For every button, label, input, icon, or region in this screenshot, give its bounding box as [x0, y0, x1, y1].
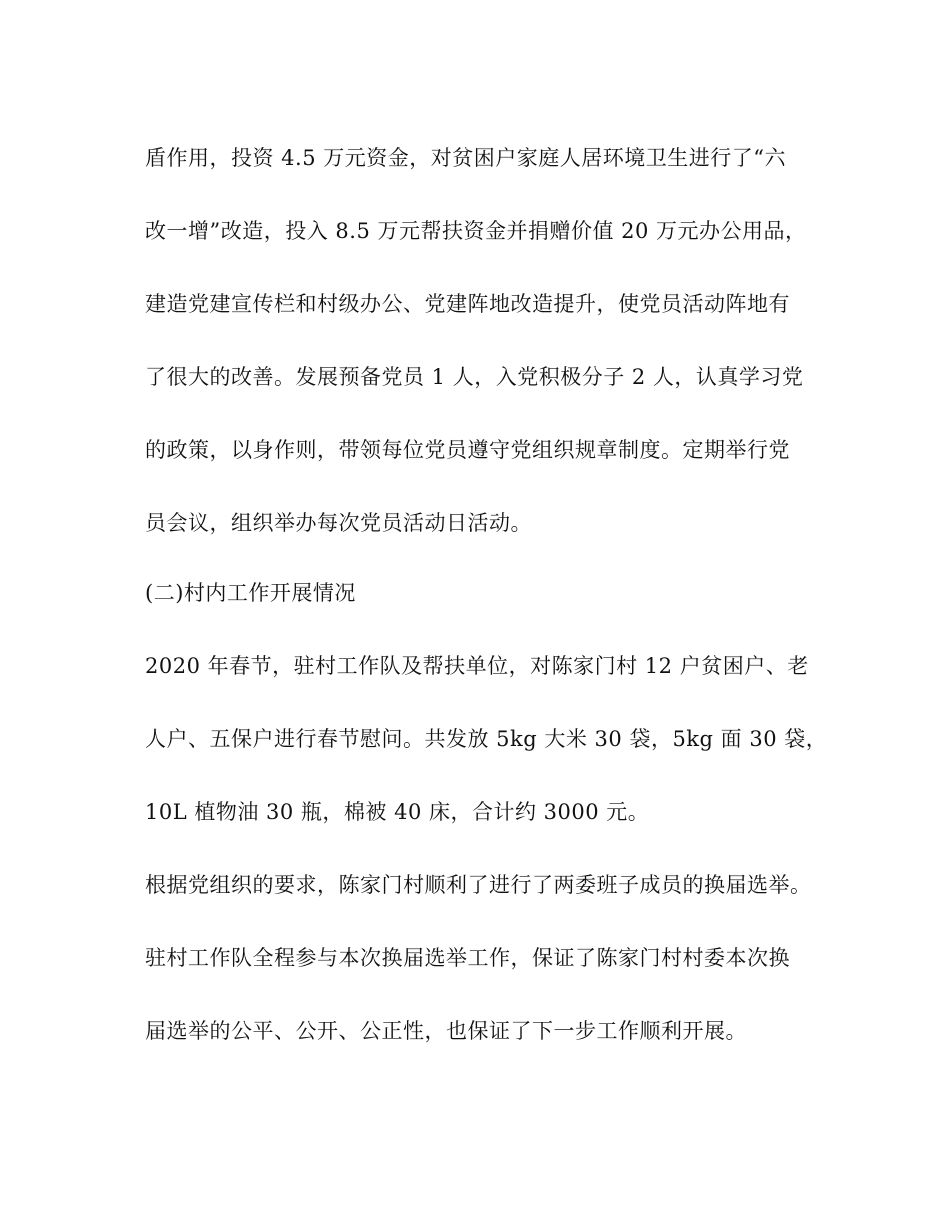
paragraph-line: 10L 植物油 30 瓶，棉被 40 床，合计约 3000 元。: [145, 800, 650, 824]
paragraph-line: 驻村工作队全程参与本次换届选举工作，保证了陈家门村村委本次换: [145, 946, 790, 970]
paragraph-line: 盾作用，投资 4.5 万元资金，对贫困户家庭人居环境卫生进行了“六: [145, 146, 786, 170]
paragraph-line: 改一增”改造，投入 8.5 万元帮扶资金并捐赠价值 20 万元办公用品，: [145, 219, 807, 243]
section-heading: (二)村内工作开展情况: [145, 581, 356, 605]
paragraph-line: 2020 年春节，驻村工作队及帮扶单位，对陈家门村 12 户贫困户、老: [145, 654, 809, 678]
paragraph-line: 了很大的改善。发展预备党员 1 人，入党积极分子 2 人，认真学习党: [145, 365, 804, 389]
paragraph-line: 员会议，组织举办每次党员活动日活动。: [145, 511, 532, 535]
paragraph-line: 届选举的公平、公开、公正性，也保证了下一步工作顺利开展。: [145, 1019, 747, 1043]
paragraph-line: 根据党组织的要求，陈家门村顺利了进行了两委班子成员的换届选举。: [145, 873, 812, 897]
paragraph-line: 人户、五保户进行春节慰问。共发放 5kg 大米 30 袋，5kg 面 30 袋，: [145, 727, 828, 751]
paragraph-line: 的政策，以身作则，带领每位党员遵守党组织规章制度。定期举行党: [145, 438, 790, 462]
paragraph-line: 建造党建宣传栏和村级办公、党建阵地改造提升，使党员活动阵地有: [145, 292, 790, 316]
